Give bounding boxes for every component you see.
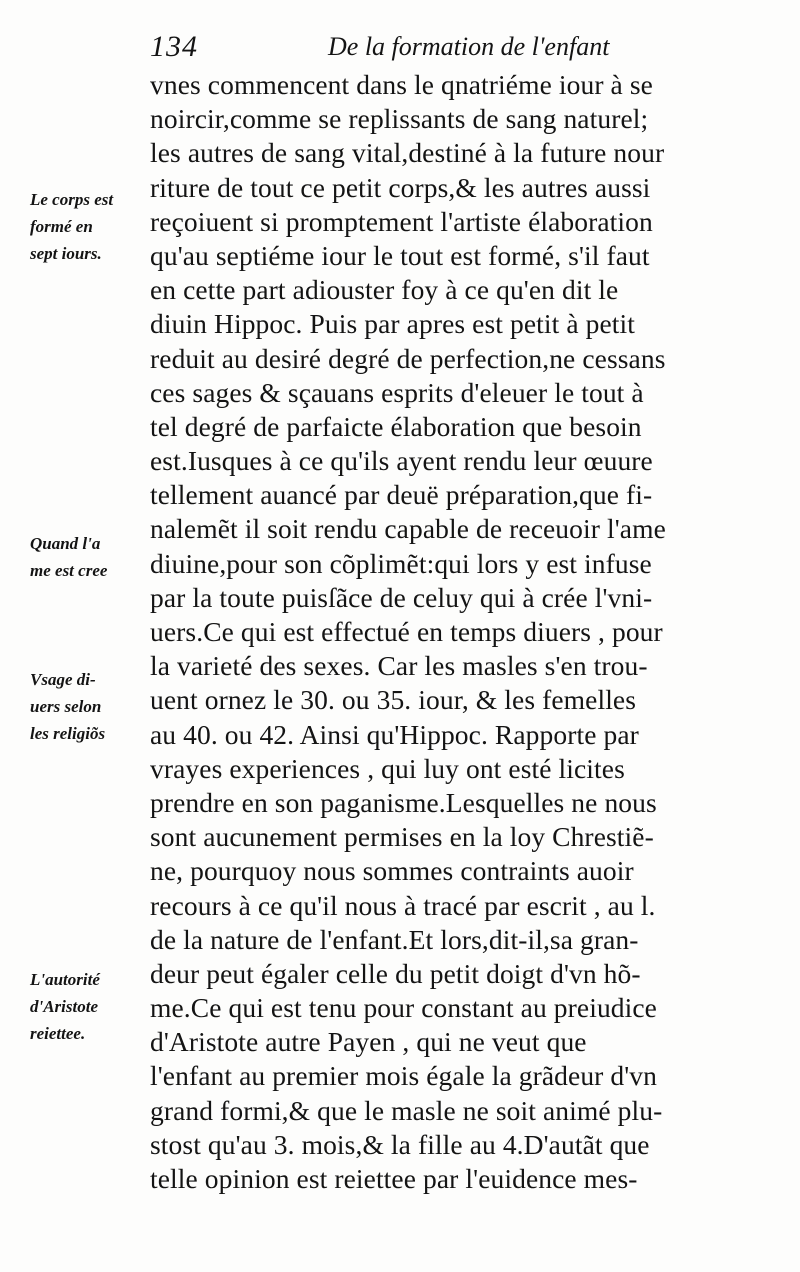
text-line: telle opinion est reiettee par l'euidence mes- bbox=[150, 1163, 638, 1194]
text-line: reçoiuent si promptement l'artiste élaboration bbox=[150, 205, 653, 237]
running-head bbox=[140, 30, 620, 66]
text-line: vnes commencent dans le qnatriéme iour à se bbox=[150, 69, 653, 100]
running-title: De la formation de l'enfant bbox=[328, 32, 610, 61]
text-line: recours à ce qu'il nous à tracé par escrit , au l. bbox=[150, 889, 656, 921]
page-number: 134 bbox=[150, 30, 198, 63]
text-line: sont aucunement permises en la loy Chrestiẽ- bbox=[150, 821, 654, 853]
text-line: uers.Ce qui est effectué en temps diuers , pour bbox=[150, 616, 663, 647]
marginal-note-line: Vsage di- bbox=[30, 670, 96, 689]
text-line: reduit au desiré degré de perfection,ne cessans bbox=[150, 342, 666, 374]
text-line: qu'au septiéme iour le tout est formé, s'il faut bbox=[150, 239, 650, 271]
marginal-note-line: me est cree bbox=[30, 561, 108, 580]
marginal-note-line: les religiõs bbox=[30, 724, 106, 743]
text-line: riture de tout ce petit corps,& les autres aussi bbox=[150, 171, 651, 203]
text-line: tellement auancé par deuë préparation,que fi- bbox=[150, 479, 653, 511]
text-line: diuin Hippoc. Puis par apres est petit à petit bbox=[150, 308, 635, 340]
marginal-note-line: reiettee. bbox=[30, 1024, 86, 1043]
text-line: l'enfant au premier mois égale la grãdeur d'vn bbox=[150, 1060, 658, 1092]
text-line: d'Aristote autre Payen , qui ne veut que bbox=[150, 1026, 587, 1058]
text-line: de la nature de l'enfant.Et lors,dit-il,sa gran- bbox=[150, 923, 639, 955]
text-line: grand formi,& que le masle ne soit animé plu- bbox=[150, 1094, 663, 1126]
text-line: uent ornez le 30. ou 35. iour, & les femelles bbox=[150, 684, 637, 716]
text-line: vrayes experiences , qui luy ont esté licites bbox=[150, 752, 625, 784]
marginal-note bbox=[30, 530, 152, 584]
marginal-note bbox=[30, 186, 152, 267]
text-line: par la toute puisſãce de celuy qui à crée l'vni- bbox=[150, 581, 653, 613]
text-line: ces sages & sçauans esprits d'eleuer le tout à bbox=[150, 376, 644, 408]
marginal-note bbox=[30, 666, 152, 747]
marginal-note-line: uers selon bbox=[30, 697, 102, 716]
text-line: deur peut égaler celle du petit doigt d'vn hõ- bbox=[150, 957, 641, 989]
text-line: les autres de sang vital,destiné à la future nour bbox=[150, 137, 665, 169]
marginal-note-line: L'autorité bbox=[30, 970, 100, 989]
text-line: diuine,pour son cõplimẽt:qui lors y est infuse bbox=[150, 547, 652, 579]
marginal-note-line: d'Aristote bbox=[30, 997, 99, 1016]
marginal-note-line: Le corps est bbox=[30, 190, 114, 209]
text-line: me.Ce qui est tenu pour constant au preiudice bbox=[150, 992, 657, 1024]
text-line: noircir,comme se replissants de sang naturel; bbox=[150, 103, 649, 135]
text-line: prendre en son paganisme.Lesquelles ne nous bbox=[150, 786, 657, 818]
marginal-note-line: sept iours. bbox=[30, 244, 102, 263]
marginal-note-line: formé en bbox=[30, 217, 93, 236]
text-line: la varieté des sexes. Car les masles s'en trou- bbox=[150, 650, 648, 682]
marginal-note-line: Quand l'a bbox=[30, 534, 101, 553]
text-line: est.Iusques à ce qu'ils ayent rendu leur œuure bbox=[150, 445, 653, 477]
text-line: tel degré de parfaicte élaboration que besoin bbox=[150, 410, 642, 442]
text-line: nalemẽt il soit rendu capable de receuoir l'ame bbox=[150, 513, 666, 545]
text-line: stost qu'au 3. mois,& la fille au 4.D'autãt que bbox=[150, 1128, 650, 1160]
text-line: ne, pourquoy nous sommes contraints auoir bbox=[150, 855, 634, 887]
text-line: en cette part adiouster foy à ce qu'en dit le bbox=[150, 274, 619, 306]
marginal-note bbox=[30, 966, 152, 1047]
body-text bbox=[150, 68, 730, 1196]
text-line: au 40. ou 42. Ainsi qu'Hippoc. Rapporte par bbox=[150, 718, 639, 750]
